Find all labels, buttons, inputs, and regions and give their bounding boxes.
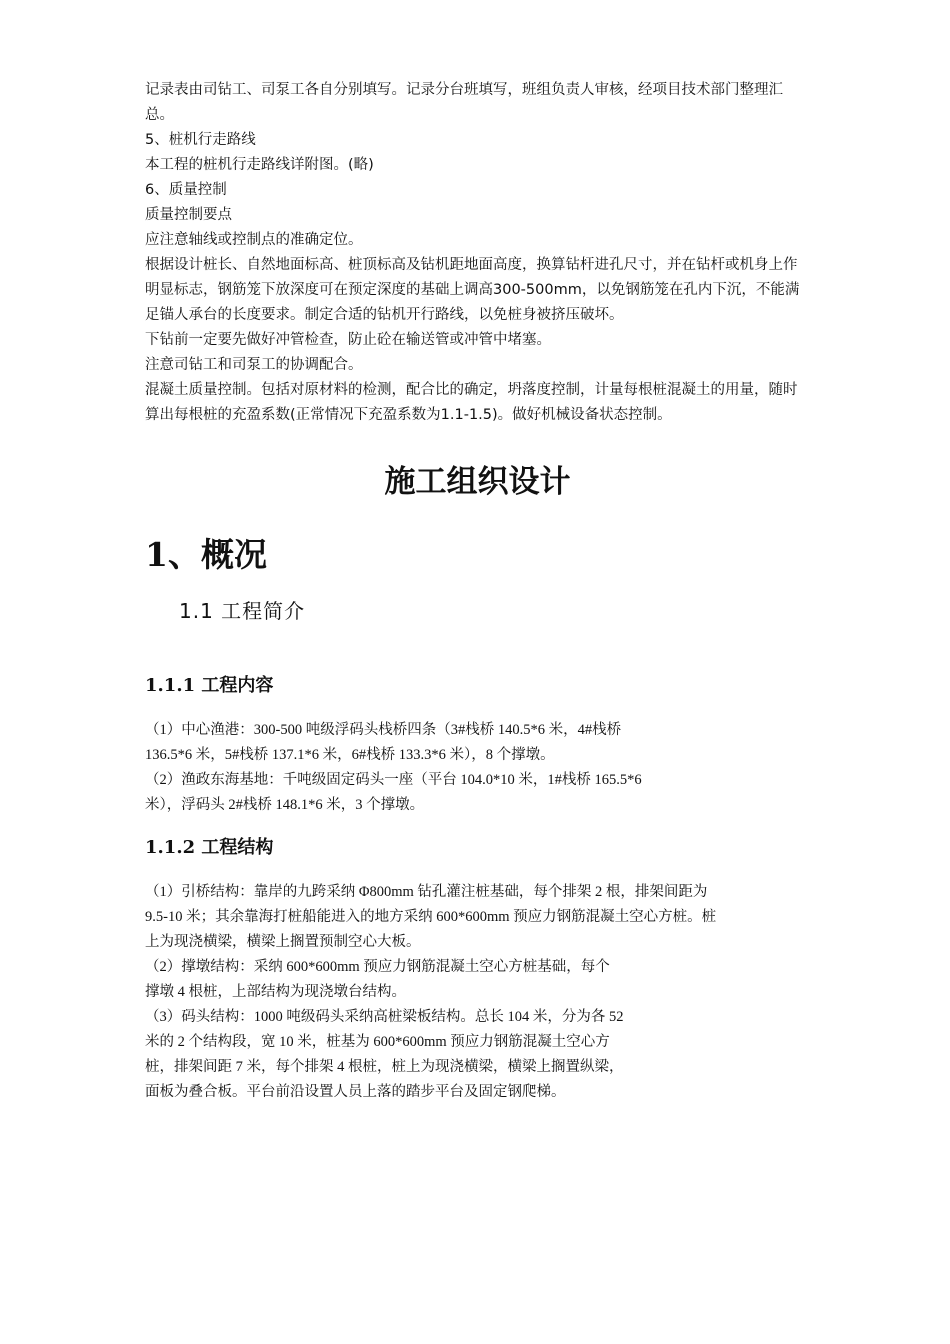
project-structure-line: 米的 2 个结构段，宽 10 米，桩基为 600*600mm 预应力钢筋混凝土空心方 — [145, 1034, 610, 1050]
project-structure-line: 上为现浇横梁，横梁上搁置预制空心大板。 — [145, 934, 421, 950]
document-title: 施工组织设计 — [384, 464, 571, 500]
document-page — [145, 78, 810, 1105]
project-structure-line: 撑墩 4 根桩，上部结构为现浇墩台结构。 — [145, 984, 406, 1000]
heading-project-structure: 1.1.2 工程结构 — [145, 837, 274, 858]
intro-paragraph-record: 记录表由司钻工、司泵工各自分别填写。记录分台班填写，班组负责人审核，经项目技术部门整理汇总。 — [145, 82, 783, 123]
project-content-block — [145, 718, 810, 818]
project-structure-line: 面板为叠合板。平台前沿设置人员上落的踏步平台及固定钢爬梯。 — [145, 1084, 566, 1100]
intro-heading-quality: 6、质量控制 — [145, 182, 227, 198]
project-content-line: 米），浮码头 2#栈桥 148.1*6 米，3 个撑墩。 — [145, 797, 425, 813]
heading-overview: 1、概况 — [145, 535, 267, 574]
project-content-line: 136.5*6 米，5#栈桥 137.1*6 米，6#栈桥 133.3*6 米），8 个撑墩。 — [145, 747, 555, 763]
intro-paragraph-pipe-check: 下钻前一定要先做好冲管检查，防止砼在输送管或冲管中堵塞。 — [145, 332, 551, 348]
intro-paragraph-axis: 应注意轴线或控制点的准确定位。 — [145, 232, 363, 248]
intro-paragraph-route: 本工程的桩机行走路线详附图。(略) — [145, 157, 374, 173]
project-structure-line: （2）撑墩结构：采纳 600*600mm 预应力钢筋混凝土空心方桩基础，每个 — [145, 959, 610, 975]
heading-project-intro: 1.1 工程简介 — [179, 599, 306, 623]
heading-project-content: 1.1.1 工程内容 — [145, 675, 274, 696]
project-structure-line: 桩，排架间距 7 米，每个排架 4 根桩，桩上为现浇横梁，横梁上搁置纵梁， — [145, 1059, 624, 1075]
intro-paragraph-concrete: 混凝土质量控制。包括对原材料的检测，配合比的确定，坍落度控制，计量每根桩混凝土的用量，随时算出每根桩的充盈系数(正常情况下充盈系数为1.1-1.5)。做好机械设备状态控制。 — [145, 382, 798, 423]
intro-subheading-quality-points: 质量控制要点 — [145, 207, 232, 223]
intro-heading-route: 5、桩机行走路线 — [145, 132, 256, 148]
project-content-line: （2）渔政东海基地：千吨级固定码头一座（平台 104.0*10 米，1#栈桥 165.5*6 — [145, 772, 642, 788]
project-content-line: （1）中心渔港：300-500 吨级浮码头栈桥四条（3#栈桥 140.5*6 米，4#栈桥 — [145, 722, 622, 738]
project-structure-line: （1）引桥结构：靠岸的九跨采纳 Φ800mm 钻孔灌注桩基础，每个排架 2 根，排架间距为 — [145, 884, 708, 900]
project-structure-line: （3）码头结构：1000 吨级码头采纳高桩梁板结构。总长 104 米，分为各 52 — [145, 1009, 624, 1025]
intro-paragraph-coordination: 注意司钻工和司泵工的协调配合。 — [145, 357, 363, 373]
project-structure-block — [145, 880, 810, 1105]
project-structure-line: 9.5-10 米；其余靠海打桩船能进入的地方采纳 600*600mm 预应力钢筋混凝土空心方桩。桩 — [145, 909, 717, 925]
intro-paragraph-pile-length: 根据设计桩长、自然地面标高、桩顶标高及钻机距地面高度，换算钻杆进孔尺寸，并在钻杆或机身上作明显标志，钢筋笼下放深度可在预定深度的基础上调高300-500mm，以免钢筋笼在孔内下沉，不能满足锚人承台的长度要求。制定合适的钻机开行路线，以免桩身被挤压破坏。 — [145, 257, 800, 323]
